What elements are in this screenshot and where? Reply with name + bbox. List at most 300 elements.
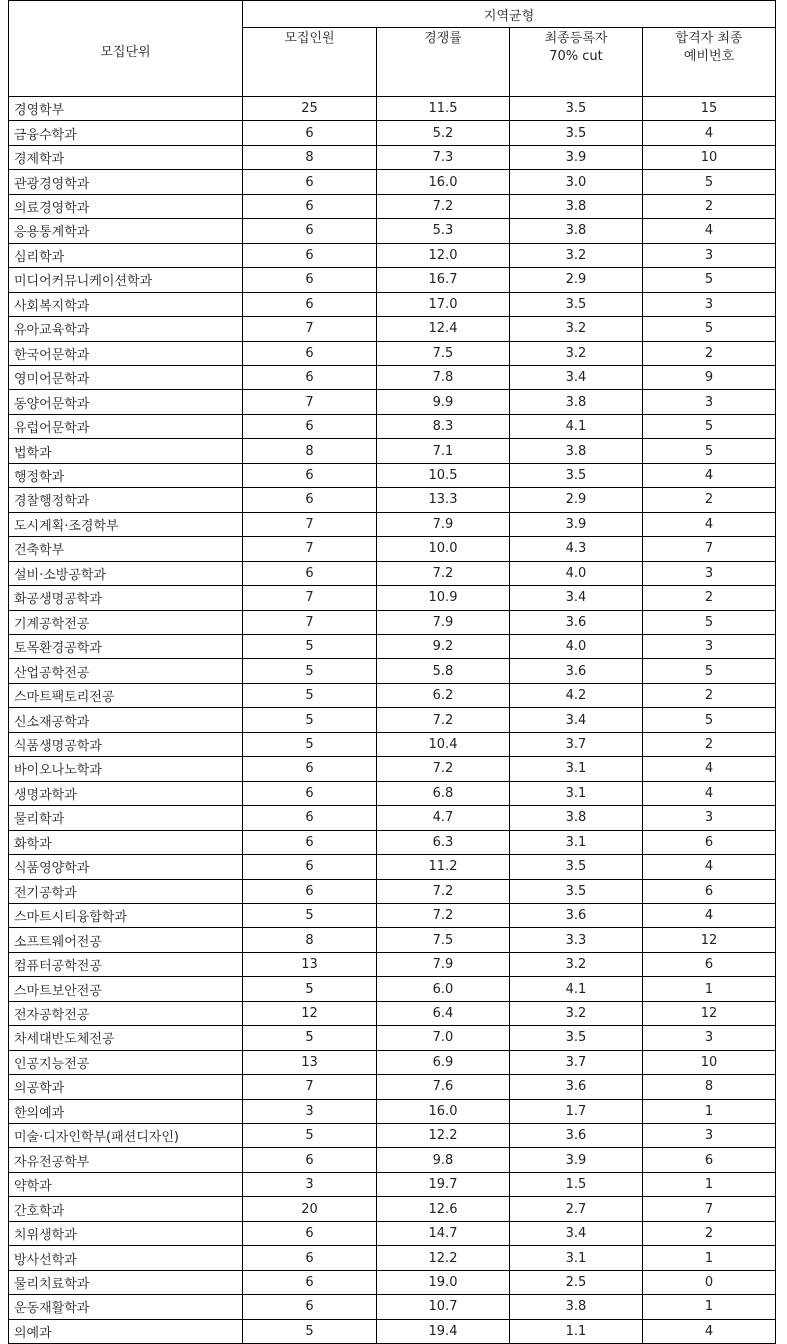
- competition-rate-cell: 16.0: [377, 170, 510, 194]
- table-row: [9, 1001, 776, 1025]
- table-row: [9, 806, 776, 830]
- waitlist-number-cell: 3: [643, 634, 776, 658]
- recruit-count-cell: 6: [243, 194, 377, 218]
- waitlist-number-cell: 1: [643, 1295, 776, 1319]
- recruit-count-cell: 3: [243, 1172, 377, 1196]
- recruit-count-cell: 13: [243, 1050, 377, 1074]
- competition-rate-cell: 8.3: [377, 414, 510, 438]
- final-cut-cell: 4.1: [510, 977, 643, 1001]
- department-name-cell: 방사선학과: [9, 1246, 243, 1270]
- department-name-cell: 의공학과: [9, 1075, 243, 1099]
- recruit-count-cell: 6: [243, 341, 377, 365]
- recruit-count-cell: 5: [243, 634, 377, 658]
- recruit-count-cell: 5: [243, 1124, 377, 1148]
- final-cut-cell: 3.7: [510, 732, 643, 756]
- waitlist-number-cell: 4: [643, 757, 776, 781]
- department-name-cell: 유럽어문학과: [9, 414, 243, 438]
- final-cut-cell: 2.5: [510, 1270, 643, 1294]
- competition-rate-cell: 7.9: [377, 512, 510, 536]
- recruit-count-cell: 6: [243, 268, 377, 292]
- final-cut-cell: 3.2: [510, 317, 643, 341]
- competition-rate-cell: 17.0: [377, 292, 510, 316]
- waitlist-number-cell: 2: [643, 1221, 776, 1245]
- waitlist-number-cell: 2: [643, 194, 776, 218]
- recruit-count-cell: 7: [243, 390, 377, 414]
- competition-rate-cell: 10.0: [377, 537, 510, 561]
- table-row: [9, 341, 776, 365]
- department-name-cell: 신소재공학과: [9, 708, 243, 732]
- table-row: [9, 1050, 776, 1074]
- department-name-cell: 한의예과: [9, 1099, 243, 1123]
- final-cut-cell: 2.9: [510, 488, 643, 512]
- recruit-count-cell: 6: [243, 1246, 377, 1270]
- recruit-count-cell: 8: [243, 928, 377, 952]
- waitlist-number-cell: 7: [643, 537, 776, 561]
- competition-rate-cell: 5.2: [377, 121, 510, 145]
- recruit-count-cell: 5: [243, 732, 377, 756]
- table-row: [9, 292, 776, 316]
- competition-rate-cell: 16.7: [377, 268, 510, 292]
- final-cut-cell: 3.9: [510, 145, 643, 169]
- waitlist-number-cell: 6: [643, 879, 776, 903]
- table-row: [9, 219, 776, 243]
- recruit-count-cell: 13: [243, 952, 377, 976]
- table-row: [9, 1075, 776, 1099]
- department-name-cell: 식품생명공학과: [9, 732, 243, 756]
- waitlist-number-cell: 6: [643, 952, 776, 976]
- final-cut-cell: 3.1: [510, 830, 643, 854]
- competition-rate-cell: 5.3: [377, 219, 510, 243]
- table-row: [9, 268, 776, 292]
- recruit-count-cell: 6: [243, 463, 377, 487]
- competition-rate-cell: 11.5: [377, 97, 510, 121]
- table-row: [9, 610, 776, 634]
- competition-rate-cell: 7.1: [377, 439, 510, 463]
- competition-rate-cell: 19.7: [377, 1172, 510, 1196]
- table-row: [9, 732, 776, 756]
- department-name-cell: 치위생학과: [9, 1221, 243, 1245]
- competition-rate-cell: 12.0: [377, 243, 510, 267]
- competition-rate-cell: 7.5: [377, 341, 510, 365]
- competition-rate-cell: 7.3: [377, 145, 510, 169]
- waitlist-number-cell: 3: [643, 1026, 776, 1050]
- table-row: [9, 1172, 776, 1196]
- department-name-cell: 경찰행정학과: [9, 488, 243, 512]
- recruit-count-cell: 6: [243, 830, 377, 854]
- department-name-cell: 스마트보안전공: [9, 977, 243, 1001]
- waitlist-number-cell: 4: [643, 781, 776, 805]
- waitlist-number-cell: 9: [643, 365, 776, 389]
- department-name-cell: 건축학부: [9, 537, 243, 561]
- waitlist-number-cell: 7: [643, 1197, 776, 1221]
- recruit-count-cell: 20: [243, 1197, 377, 1221]
- recruit-count-cell: 5: [243, 1319, 377, 1343]
- table-row: [9, 365, 776, 389]
- waitlist-number-cell: 10: [643, 1050, 776, 1074]
- table-row: [9, 1319, 776, 1343]
- competition-rate-cell: 7.9: [377, 610, 510, 634]
- final-cut-cell: 3.6: [510, 659, 643, 683]
- recruit-count-cell: 7: [243, 512, 377, 536]
- waitlist-number-cell: 10: [643, 145, 776, 169]
- competition-rate-cell: 5.8: [377, 659, 510, 683]
- table-row: [9, 781, 776, 805]
- competition-rate-cell: 10.9: [377, 586, 510, 610]
- competition-rate-cell: 14.7: [377, 1221, 510, 1245]
- recruit-count-cell: 5: [243, 1026, 377, 1050]
- competition-rate-cell: 7.5: [377, 928, 510, 952]
- final-cut-cell: 3.5: [510, 463, 643, 487]
- table-row: [9, 1124, 776, 1148]
- table-row: [9, 928, 776, 952]
- table-row: [9, 1099, 776, 1123]
- waitlist-number-cell: 12: [643, 928, 776, 952]
- final-cut-cell: 1.7: [510, 1099, 643, 1123]
- waitlist-number-cell: 5: [643, 414, 776, 438]
- competition-rate-cell: 16.0: [377, 1099, 510, 1123]
- table-row: [9, 1148, 776, 1172]
- waitlist-number-cell: 5: [643, 659, 776, 683]
- final-cut-cell: 3.8: [510, 1295, 643, 1319]
- competition-rate-cell: 6.8: [377, 781, 510, 805]
- department-name-cell: 스마트팩토리전공: [9, 683, 243, 707]
- department-name-cell: 미디어커뮤니케이션학과: [9, 268, 243, 292]
- final-cut-cell: 3.4: [510, 586, 643, 610]
- competition-rate-cell: 13.3: [377, 488, 510, 512]
- competition-rate-cell: 6.3: [377, 830, 510, 854]
- competition-rate-cell: 9.8: [377, 1148, 510, 1172]
- final-cut-cell: 3.4: [510, 365, 643, 389]
- waitlist-number-cell: 3: [643, 243, 776, 267]
- final-cut-cell: 3.4: [510, 1221, 643, 1245]
- department-name-cell: 기계공학전공: [9, 610, 243, 634]
- recruit-count-cell: 7: [243, 537, 377, 561]
- table-row: [9, 1270, 776, 1294]
- waitlist-number-cell: 1: [643, 1246, 776, 1270]
- competition-rate-cell: 11.2: [377, 855, 510, 879]
- table-row: [9, 170, 776, 194]
- recruit-count-cell: 6: [243, 1295, 377, 1319]
- department-name-cell: 소프트웨어전공: [9, 928, 243, 952]
- recruit-count-cell: 6: [243, 855, 377, 879]
- recruit-count-cell: 6: [243, 1221, 377, 1245]
- table-row: [9, 977, 776, 1001]
- waitlist-number-cell: 5: [643, 268, 776, 292]
- competition-rate-cell: 9.9: [377, 390, 510, 414]
- competition-rate-cell: 6.4: [377, 1001, 510, 1025]
- department-name-cell: 관광경영학과: [9, 170, 243, 194]
- final-cut-cell: 4.0: [510, 561, 643, 585]
- final-cut-cell: 1.5: [510, 1172, 643, 1196]
- recruit-count-cell: 5: [243, 659, 377, 683]
- waitlist-number-cell: 2: [643, 341, 776, 365]
- final-cut-cell: 4.1: [510, 414, 643, 438]
- final-cut-cell: 3.5: [510, 879, 643, 903]
- competition-rate-cell: 12.2: [377, 1246, 510, 1270]
- recruit-count-cell: 6: [243, 806, 377, 830]
- table-row: [9, 1197, 776, 1221]
- recruit-count-cell: 6: [243, 365, 377, 389]
- recruit-count-cell: 7: [243, 586, 377, 610]
- waitlist-number-cell: 2: [643, 683, 776, 707]
- recruit-count-cell: 6: [243, 488, 377, 512]
- final-cut-cell: 3.5: [510, 855, 643, 879]
- table-row: [9, 97, 776, 121]
- waitlist-number-cell: 3: [643, 292, 776, 316]
- waitlist-number-cell: 3: [643, 561, 776, 585]
- table-row: [9, 855, 776, 879]
- final-cut-cell: 3.1: [510, 781, 643, 805]
- competition-rate-cell: 7.2: [377, 903, 510, 927]
- recruit-count-cell: 8: [243, 145, 377, 169]
- waitlist-number-cell: 6: [643, 1148, 776, 1172]
- department-name-cell: 간호학과: [9, 1197, 243, 1221]
- header-final-cut: [510, 28, 643, 97]
- waitlist-number-cell: 4: [643, 121, 776, 145]
- recruit-count-cell: 6: [243, 1148, 377, 1172]
- table-row: [9, 903, 776, 927]
- final-cut-cell: 3.4: [510, 708, 643, 732]
- table-row: [9, 634, 776, 658]
- header-waitlist-line2: 예비번호: [683, 49, 735, 64]
- recruit-count-cell: 7: [243, 610, 377, 634]
- department-name-cell: 토목환경공학과: [9, 634, 243, 658]
- waitlist-number-cell: 4: [643, 463, 776, 487]
- final-cut-cell: 4.3: [510, 537, 643, 561]
- final-cut-cell: 3.1: [510, 1246, 643, 1270]
- admissions-table: [8, 0, 776, 1344]
- competition-rate-cell: 6.9: [377, 1050, 510, 1074]
- recruit-count-cell: 6: [243, 170, 377, 194]
- table-row: [9, 414, 776, 438]
- final-cut-cell: 3.8: [510, 806, 643, 830]
- recruit-count-cell: 6: [243, 414, 377, 438]
- table-row: [9, 830, 776, 854]
- table-row: [9, 1026, 776, 1050]
- waitlist-number-cell: 5: [643, 170, 776, 194]
- final-cut-cell: 3.6: [510, 1075, 643, 1099]
- waitlist-number-cell: 5: [643, 317, 776, 341]
- waitlist-number-cell: 3: [643, 1124, 776, 1148]
- table-row: [9, 537, 776, 561]
- header-recruit-count: [243, 28, 377, 97]
- recruit-count-cell: 6: [243, 757, 377, 781]
- recruit-count-cell: 6: [243, 121, 377, 145]
- department-name-cell: 컴퓨터공학전공: [9, 952, 243, 976]
- department-name-cell: 유아교육학과: [9, 317, 243, 341]
- waitlist-number-cell: 4: [643, 855, 776, 879]
- competition-rate-cell: 19.0: [377, 1270, 510, 1294]
- recruit-count-cell: 7: [243, 317, 377, 341]
- waitlist-number-cell: 5: [643, 610, 776, 634]
- competition-rate-cell: 6.2: [377, 683, 510, 707]
- department-name-cell: 물리치료학과: [9, 1270, 243, 1294]
- competition-rate-cell: 7.2: [377, 561, 510, 585]
- competition-rate-cell: 7.2: [377, 879, 510, 903]
- table-row: [9, 121, 776, 145]
- header-competition-rate: [377, 28, 510, 97]
- recruit-count-cell: 6: [243, 561, 377, 585]
- waitlist-number-cell: 5: [643, 708, 776, 732]
- competition-rate-cell: 9.2: [377, 634, 510, 658]
- table-row: [9, 1246, 776, 1270]
- department-name-cell: 심리학과: [9, 243, 243, 267]
- table-row: [9, 243, 776, 267]
- waitlist-number-cell: 4: [643, 219, 776, 243]
- table-row: [9, 683, 776, 707]
- competition-rate-cell: 6.0: [377, 977, 510, 1001]
- final-cut-cell: 3.2: [510, 341, 643, 365]
- final-cut-cell: 3.8: [510, 439, 643, 463]
- competition-rate-cell: 19.4: [377, 1319, 510, 1343]
- waitlist-number-cell: 2: [643, 732, 776, 756]
- waitlist-number-cell: 4: [643, 1319, 776, 1343]
- waitlist-number-cell: 2: [643, 488, 776, 512]
- waitlist-number-cell: 15: [643, 97, 776, 121]
- competition-rate-cell: 10.7: [377, 1295, 510, 1319]
- waitlist-number-cell: 1: [643, 977, 776, 1001]
- waitlist-number-cell: 5: [643, 439, 776, 463]
- table-row: [9, 952, 776, 976]
- final-cut-cell: 1.1: [510, 1319, 643, 1343]
- table-row: [9, 757, 776, 781]
- final-cut-cell: 3.5: [510, 292, 643, 316]
- department-name-cell: 인공지능전공: [9, 1050, 243, 1074]
- table-row: [9, 659, 776, 683]
- table-row: [9, 463, 776, 487]
- competition-rate-cell: 10.4: [377, 732, 510, 756]
- waitlist-number-cell: 1: [643, 1172, 776, 1196]
- recruit-count-cell: 8: [243, 439, 377, 463]
- department-name-cell: 운동재활학과: [9, 1295, 243, 1319]
- department-name-cell: 설비·소방공학과: [9, 561, 243, 585]
- final-cut-cell: 3.6: [510, 610, 643, 634]
- department-name-cell: 자유전공학부: [9, 1148, 243, 1172]
- final-cut-cell: 4.0: [510, 634, 643, 658]
- waitlist-number-cell: 12: [643, 1001, 776, 1025]
- department-name-cell: 화공생명공학과: [9, 586, 243, 610]
- department-name-cell: 식품영양학과: [9, 855, 243, 879]
- waitlist-number-cell: 4: [643, 512, 776, 536]
- final-cut-cell: 3.3: [510, 928, 643, 952]
- header-waitlist: [643, 28, 776, 97]
- competition-rate-cell: 7.9: [377, 952, 510, 976]
- recruit-count-cell: 12: [243, 1001, 377, 1025]
- table-row: [9, 317, 776, 341]
- final-cut-cell: 3.6: [510, 1124, 643, 1148]
- competition-rate-cell: 7.8: [377, 365, 510, 389]
- department-name-cell: 산업공학전공: [9, 659, 243, 683]
- competition-rate-cell: 12.6: [377, 1197, 510, 1221]
- final-cut-cell: 3.8: [510, 219, 643, 243]
- department-name-cell: 생명과학과: [9, 781, 243, 805]
- competition-rate-cell: 12.2: [377, 1124, 510, 1148]
- header-final-cut-line2: 70% cut: [549, 49, 603, 64]
- competition-rate-cell: 7.2: [377, 194, 510, 218]
- header-group: 지역균형: [243, 1, 776, 28]
- table-row: [9, 586, 776, 610]
- final-cut-cell: 3.2: [510, 243, 643, 267]
- header-recruit-count-label: 모집인원: [284, 31, 335, 46]
- department-name-cell: 전자공학전공: [9, 1001, 243, 1025]
- table-row: [9, 1221, 776, 1245]
- header-unit: 모집단위: [9, 1, 243, 97]
- table-row: [9, 488, 776, 512]
- recruit-count-cell: 6: [243, 1270, 377, 1294]
- department-name-cell: 응용통계학과: [9, 219, 243, 243]
- waitlist-number-cell: 3: [643, 806, 776, 830]
- department-name-cell: 스마트시티융합학과: [9, 903, 243, 927]
- final-cut-cell: 4.2: [510, 683, 643, 707]
- recruit-count-cell: 3: [243, 1099, 377, 1123]
- department-name-cell: 영미어문학과: [9, 365, 243, 389]
- table-row: [9, 708, 776, 732]
- waitlist-number-cell: 0: [643, 1270, 776, 1294]
- recruit-count-cell: 7: [243, 1075, 377, 1099]
- department-name-cell: 금융수학과: [9, 121, 243, 145]
- final-cut-cell: 3.9: [510, 512, 643, 536]
- waitlist-number-cell: 1: [643, 1099, 776, 1123]
- final-cut-cell: 3.2: [510, 952, 643, 976]
- final-cut-cell: 3.6: [510, 903, 643, 927]
- table-row: [9, 561, 776, 585]
- table-row: [9, 439, 776, 463]
- header-final-cut-line1: 최종등록자: [544, 31, 608, 46]
- table-row: [9, 879, 776, 903]
- final-cut-cell: 3.5: [510, 1026, 643, 1050]
- department-name-cell: 의료경영학과: [9, 194, 243, 218]
- table-header: [9, 1, 776, 97]
- competition-rate-cell: 12.4: [377, 317, 510, 341]
- table-row: [9, 194, 776, 218]
- waitlist-number-cell: 2: [643, 586, 776, 610]
- department-name-cell: 물리학과: [9, 806, 243, 830]
- table-row: [9, 145, 776, 169]
- final-cut-cell: 3.8: [510, 390, 643, 414]
- department-name-cell: 화학과: [9, 830, 243, 854]
- department-name-cell: 사회복지학과: [9, 292, 243, 316]
- department-name-cell: 미술·디자인학부(패션디자인): [9, 1124, 243, 1148]
- waitlist-number-cell: 3: [643, 390, 776, 414]
- department-name-cell: 차세대반도체전공: [9, 1026, 243, 1050]
- final-cut-cell: 3.1: [510, 757, 643, 781]
- table-row: [9, 390, 776, 414]
- competition-rate-cell: 7.2: [377, 708, 510, 732]
- table-body: [9, 97, 776, 1344]
- final-cut-cell: 3.0: [510, 170, 643, 194]
- recruit-count-cell: 6: [243, 219, 377, 243]
- final-cut-cell: 3.7: [510, 1050, 643, 1074]
- waitlist-number-cell: 8: [643, 1075, 776, 1099]
- recruit-count-cell: 5: [243, 977, 377, 1001]
- waitlist-number-cell: 6: [643, 830, 776, 854]
- competition-rate-cell: 10.5: [377, 463, 510, 487]
- competition-rate-cell: 7.0: [377, 1026, 510, 1050]
- final-cut-cell: 2.9: [510, 268, 643, 292]
- final-cut-cell: 3.5: [510, 97, 643, 121]
- recruit-count-cell: 25: [243, 97, 377, 121]
- header-competition-rate-label: 경쟁률: [424, 31, 462, 46]
- table-row: [9, 512, 776, 536]
- recruit-count-cell: 6: [243, 781, 377, 805]
- final-cut-cell: 3.2: [510, 1001, 643, 1025]
- recruit-count-cell: 5: [243, 708, 377, 732]
- waitlist-number-cell: 4: [643, 903, 776, 927]
- competition-rate-cell: 7.6: [377, 1075, 510, 1099]
- department-name-cell: 약학과: [9, 1172, 243, 1196]
- final-cut-cell: 2.7: [510, 1197, 643, 1221]
- department-name-cell: 경제학과: [9, 145, 243, 169]
